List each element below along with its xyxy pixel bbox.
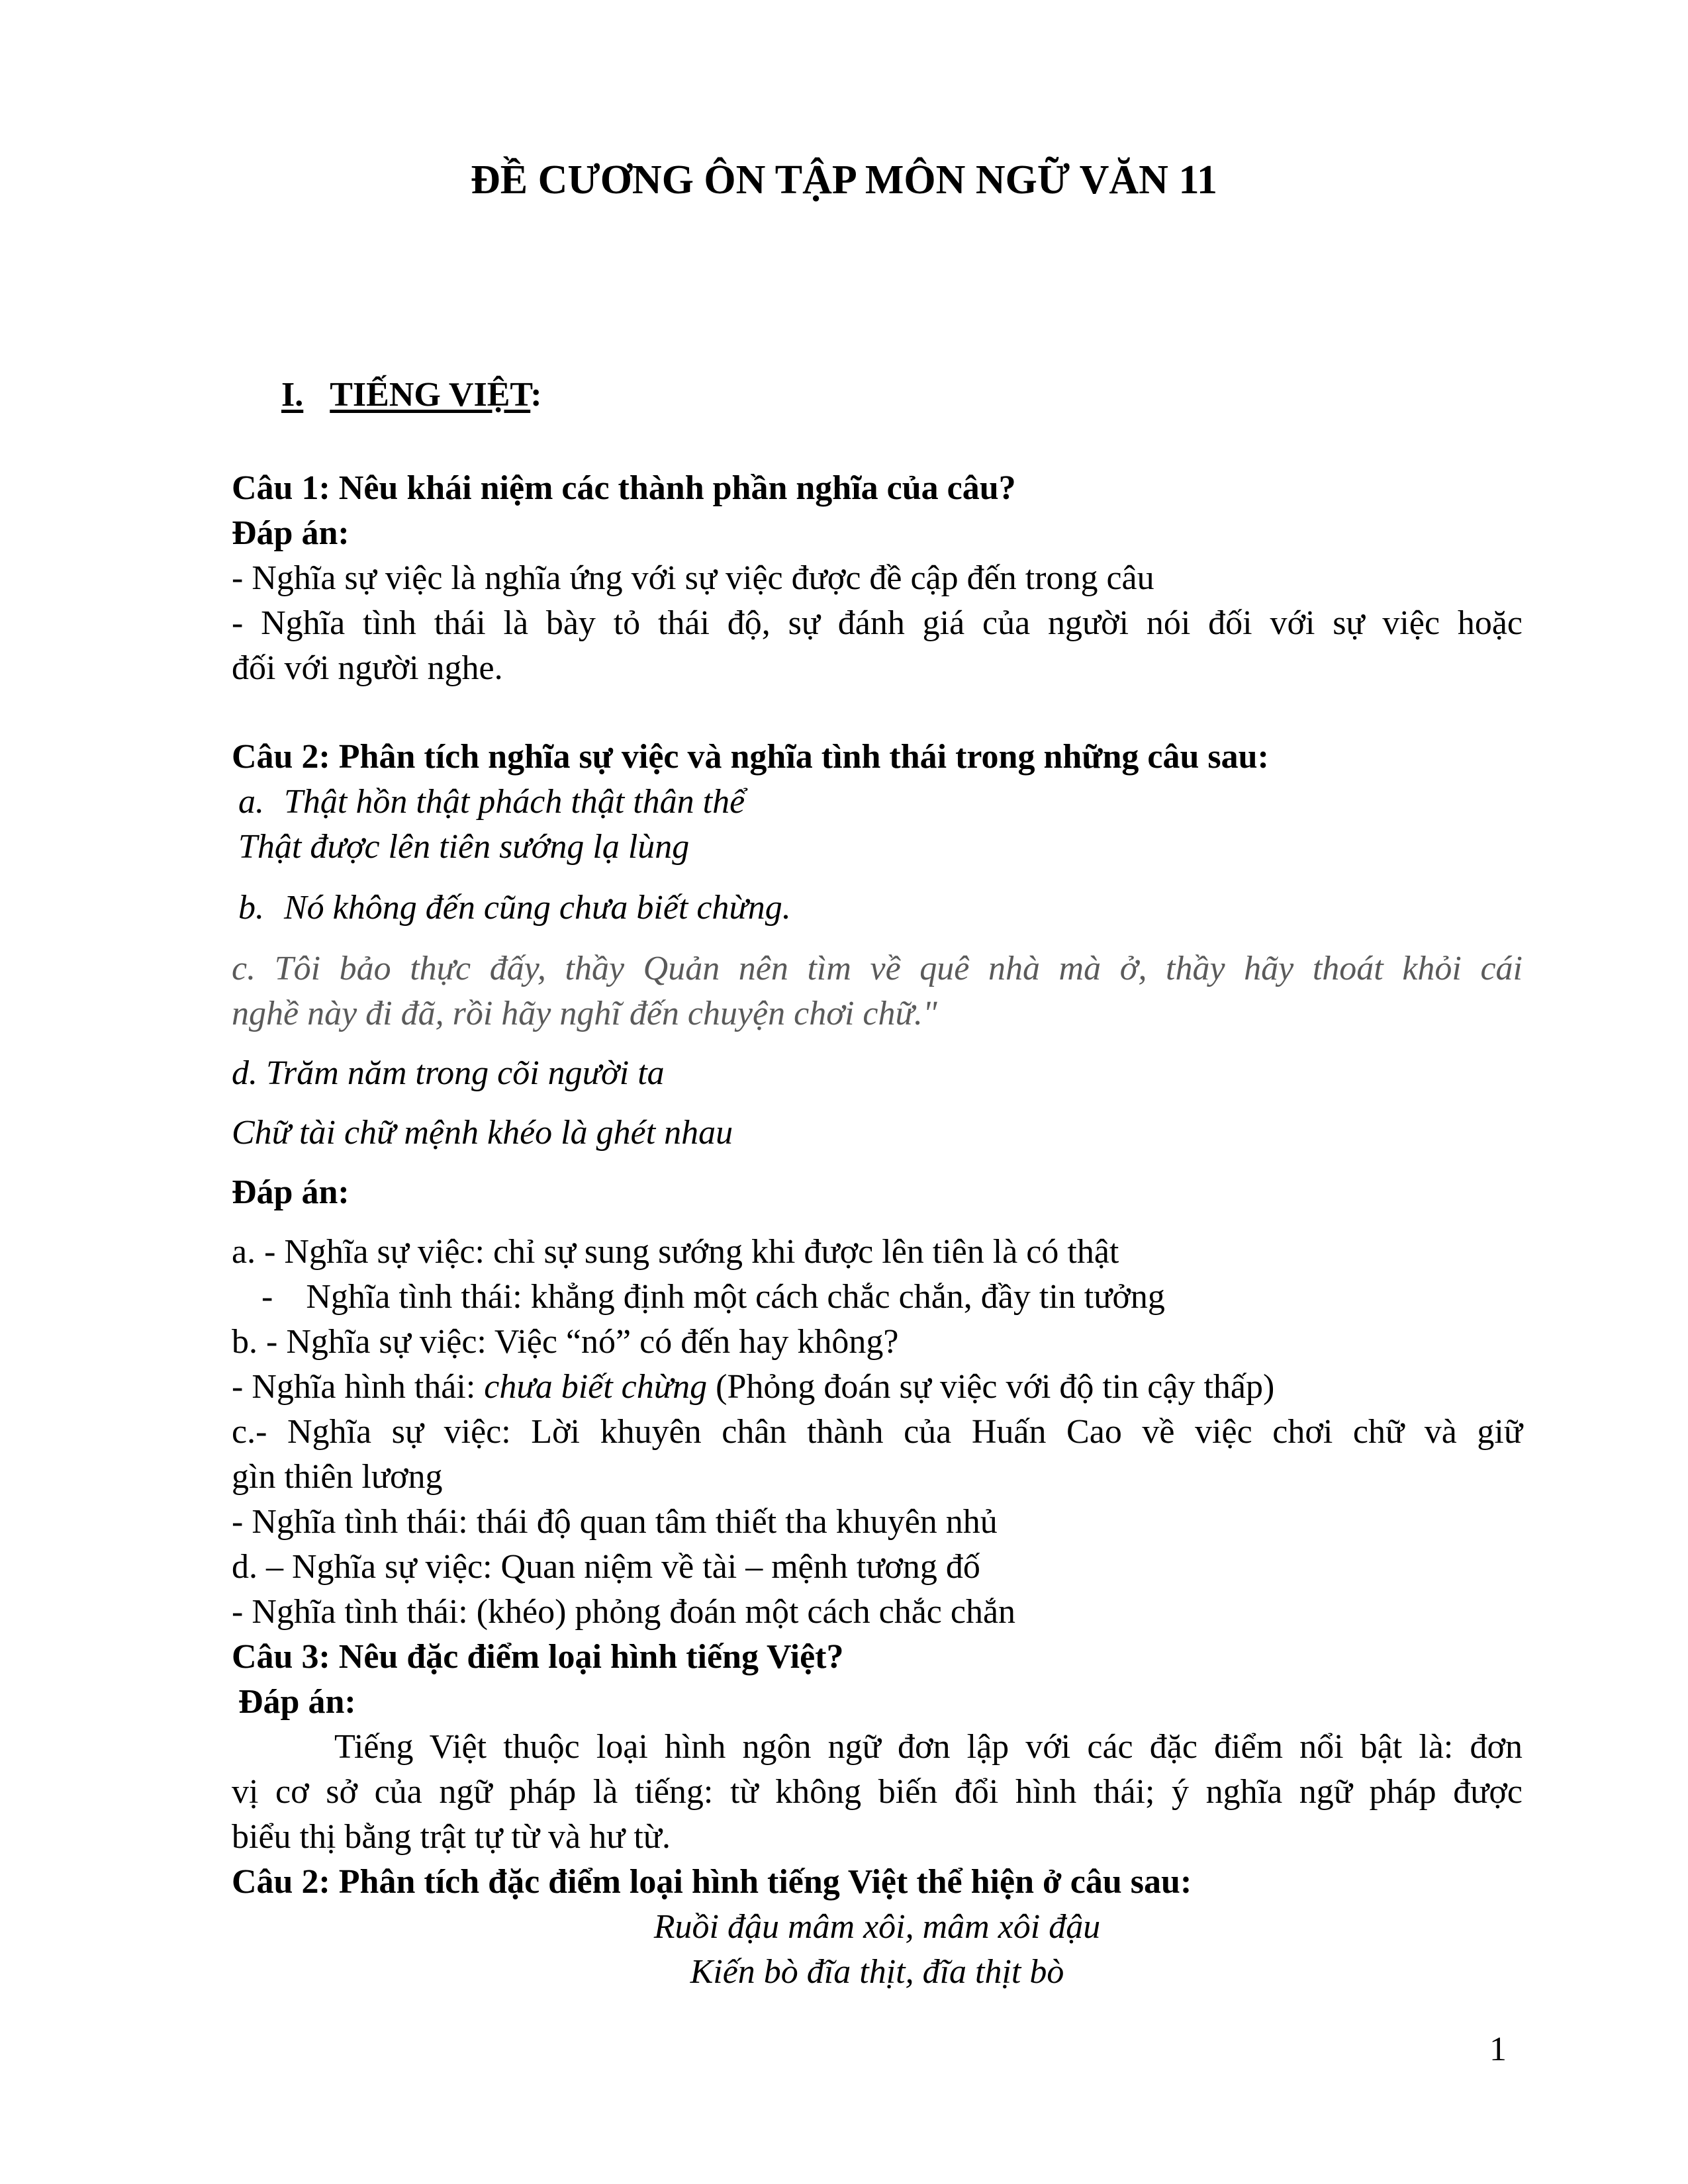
answer-label-3: Đáp án: [238, 1683, 356, 1721]
example-verse-line-2: Kiến bò đĩa thịt, đĩa thịt bò [690, 1953, 1064, 1991]
answer-2-d2: - Nghĩa tình thái: (khéo) phỏng đoán một cách chắc chắn [232, 1593, 1016, 1631]
answer-2-b2-italic: chưa biết chừng [484, 1368, 708, 1406]
answer-1-line-3: đối với người nghe. [232, 649, 503, 687]
answer-2-b2-post: (Phỏng đoán sự việc với độ tin cậy thấp) [707, 1368, 1275, 1406]
answer-2-a1: a. - Nghĩa sự việc: chỉ sự sung sướng khi được lên tiên là có thật [232, 1233, 1119, 1271]
answer-2-c1: c.- Nghĩa sự việc: Lời khuyên chân thành của Huấn Cao về việc chơi chữ và giữ [232, 1413, 1523, 1451]
answer-3-line-3: biểu thị bằng trật tự từ và hư từ. [232, 1818, 671, 1856]
answer-2-b2-pre: - Nghĩa hình thái: [232, 1368, 485, 1406]
answer-1-line-1: - Nghĩa sự việc là nghĩa ứng với sự việc được đề cập đến trong câu [232, 559, 1154, 597]
answer-2-d1: d. – Nghĩa sự việc: Quan niệm về tài – mệnh tương đố [232, 1548, 980, 1586]
example-d-line-2: Chữ tài chữ mệnh khéo là ghét nhau [232, 1114, 733, 1152]
example-c-line-1: c. Tôi bảo thực đấy, thầy Quản nên tìm về quê nhà mà ở, thầy hãy thoát khỏi cái [232, 950, 1523, 987]
example-b-text: Nó không đến cũng chưa biết chừng. [284, 889, 791, 927]
page-number: 1 [1489, 2030, 1507, 2068]
answer-2-c3: - Nghĩa tình thái: thái độ quan tâm thiết tha khuyên nhủ [232, 1503, 998, 1541]
answer-2-c2: gìn thiên lương [232, 1458, 443, 1496]
question-1: Câu 1: Nêu khái niệm các thành phần nghĩa của câu? [232, 469, 1016, 507]
example-a-text: Thật hồn thật phách thật thân thể [284, 783, 745, 821]
example-b [238, 887, 791, 929]
answer-label-2: Đáp án: [232, 1173, 350, 1211]
answer-3-line-2: vị cơ sở của ngữ pháp là tiếng: từ không biến đổi hình thái; ý nghĩa ngữ pháp được [232, 1773, 1523, 1811]
section-colon: : [530, 376, 542, 414]
answer-2-b2 [232, 1366, 1274, 1408]
section-heading [281, 374, 542, 416]
answer-2-a2-dash: - [261, 1278, 273, 1316]
example-b-label: b. [238, 889, 264, 927]
example-d-line-1: d. Trăm năm trong cõi người ta [232, 1054, 665, 1092]
page-title: ĐỀ CƯƠNG ÔN TẬP MÔN NGỮ VĂN 11 [470, 158, 1218, 203]
example-a-line-2: Thật được lên tiên sướng lạ lùng [238, 828, 690, 866]
example-a-label: a. [238, 783, 264, 821]
example-a-line-1 [238, 781, 745, 823]
question-4: Câu 2: Phân tích đặc điểm loại hình tiếng Việt thể hiện ở câu sau: [232, 1863, 1192, 1901]
section-label: TIẾNG VIỆT [330, 376, 531, 414]
question-3: Câu 3: Nêu đặc điểm loại hình tiếng Việt? [232, 1638, 844, 1676]
answer-label-1: Đáp án: [232, 514, 350, 552]
answer-2-b1: b. - Nghĩa sự việc: Việc “nó” có đến hay không? [232, 1323, 899, 1361]
answer-2-a2 [261, 1276, 1165, 1318]
answer-3-line-1: Tiếng Việt thuộc loại hình ngôn ngữ đơn lập với các đặc điểm nổi bật là: đơn [334, 1728, 1523, 1766]
answer-1-line-2: - Nghĩa tình thái là bày tỏ thái độ, sự đánh giá của người nói đối với sự việc hoặc [232, 604, 1523, 642]
question-2: Câu 2: Phân tích nghĩa sự việc và nghĩa tình thái trong những câu sau: [232, 738, 1269, 776]
section-number: I. [281, 376, 304, 414]
example-verse-line-1: Ruồi đậu mâm xôi, mâm xôi đậu [653, 1908, 1101, 1946]
example-c-line-2: nghề này đi đã, rồi hãy nghĩ đến chuyện chơi chữ." [232, 995, 937, 1032]
answer-2-a2-text: Nghĩa tình thái: khẳng định một cách chắc chắn, đầy tin tưởng [306, 1278, 1165, 1316]
